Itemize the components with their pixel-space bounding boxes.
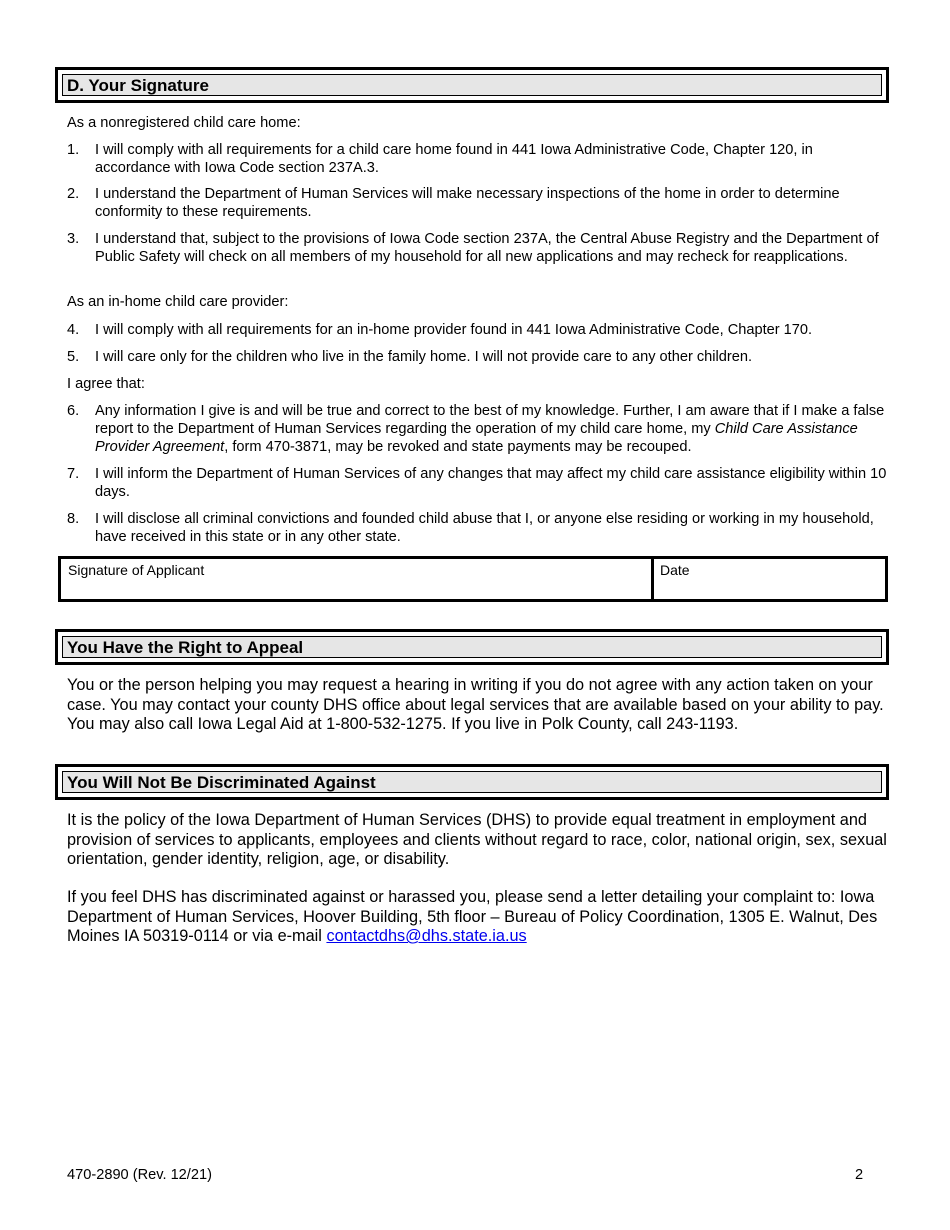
intro-agree: I agree that: <box>67 376 145 392</box>
list-item <box>67 321 887 339</box>
appeal-text: You or the person helping you may request a hearing in writing if you do not agree with any action taken on your case. You may contact your county DHS office about legal services that are available based on your ability to pay. You may also call Iowa Legal Aid at 1-800-532-1275. If you live in Polk County, call 243-1193. <box>67 676 884 733</box>
item-number: 4. <box>67 322 80 338</box>
item-text <box>95 402 887 456</box>
item-number: 6. <box>67 403 80 419</box>
discrimination-title: You Will Not Be Discriminated Against <box>62 771 882 793</box>
list-item <box>67 230 887 266</box>
complaint-body: If you feel DHS has discriminated against or harassed you, please send a letter detailing your complaint to: Iowa Department of Human Services, Hoover Building, 5th floor – Bureau of Policy Coordination, 1305 E. Walnut, Des Moines IA 50319-0114 or via e-mail <box>67 888 878 945</box>
item-text: I will disclose all criminal convictions and founded child abuse that I, or anyone else residing or working in my household, have received in this state or in any other state. <box>95 511 874 545</box>
list-item <box>67 465 887 501</box>
intro-nonregistered: As a nonregistered child care home: <box>67 115 301 131</box>
appeal-header <box>55 629 889 665</box>
discrimination-header <box>55 764 889 800</box>
complaint-text <box>67 888 887 947</box>
policy-text: It is the policy of the Iowa Department of Human Services (DHS) to provide equal treatment in employment and provision of services to applicants, employees and clients without regard to race, color, national origin, sex, sexual orientation, gender identity, religion, age, or disability. <box>67 811 887 868</box>
list-item <box>67 510 887 546</box>
item-number: 8. <box>67 511 80 527</box>
email-link[interactable]: contactdhs@dhs.state.ia.us <box>326 927 527 945</box>
intro-inhome: As an in-home child care provider: <box>67 294 289 310</box>
item-text-part: Any information I give is and will be true and correct to the best of my knowledge. Further, I am aware that if I make a false report to the Department of Human Services regarding the operation of my child care home, my <box>95 403 885 437</box>
item-text: I understand that, subject to the provisions of Iowa Code section 237A, the Central Abuse Registry and the Department of Public Safety will check on all members of my household for all new applications and may recheck for reapplications. <box>95 231 879 265</box>
item-text: I understand the Department of Human Services will make necessary inspections of the home in order to determine conformity to these requirements. <box>95 186 840 220</box>
date-field[interactable] <box>654 559 885 599</box>
item-text: I will comply with all requirements for an in-home provider found in 441 Iowa Administrative Code, Chapter 170. <box>95 322 813 338</box>
signature-field[interactable] <box>61 559 651 599</box>
item-number: 7. <box>67 466 80 482</box>
list-item <box>67 185 887 221</box>
item-number: 1. <box>67 142 80 158</box>
item-number: 5. <box>67 349 80 365</box>
item-text: I will comply with all requirements for a child care home found in 441 Iowa Administrative Code, Chapter 120, in accordance with Iowa Code section 237A.3. <box>95 142 813 176</box>
page-number: 2 <box>855 1167 864 1183</box>
item-number: 2. <box>67 186 80 202</box>
signature-box <box>58 556 888 602</box>
list-item <box>67 402 887 456</box>
appeal-title: You Have the Right to Appeal <box>62 636 882 658</box>
agreement-title: Child Care Assistance Provider Agreement <box>95 421 858 455</box>
signature-label: Signature of Applicant <box>68 562 205 578</box>
item-text: I will care only for the children who live in the family home. I will not provide care to any other children. <box>95 349 753 365</box>
date-label: Date <box>660 562 690 578</box>
item-text-part: , form 470-3871, may be revoked and state payments may be recouped. <box>224 439 692 455</box>
list-item <box>67 141 887 177</box>
section-d-title: D. Your Signature <box>62 74 882 96</box>
section-d-header <box>55 67 889 103</box>
form-number: 470-2890 (Rev. 12/21) <box>67 1167 212 1183</box>
item-number: 3. <box>67 231 80 247</box>
list-item <box>67 348 887 366</box>
item-text: I will inform the Department of Human Services of any changes that may affect my child care assistance eligibility within 10 days. <box>95 466 887 500</box>
